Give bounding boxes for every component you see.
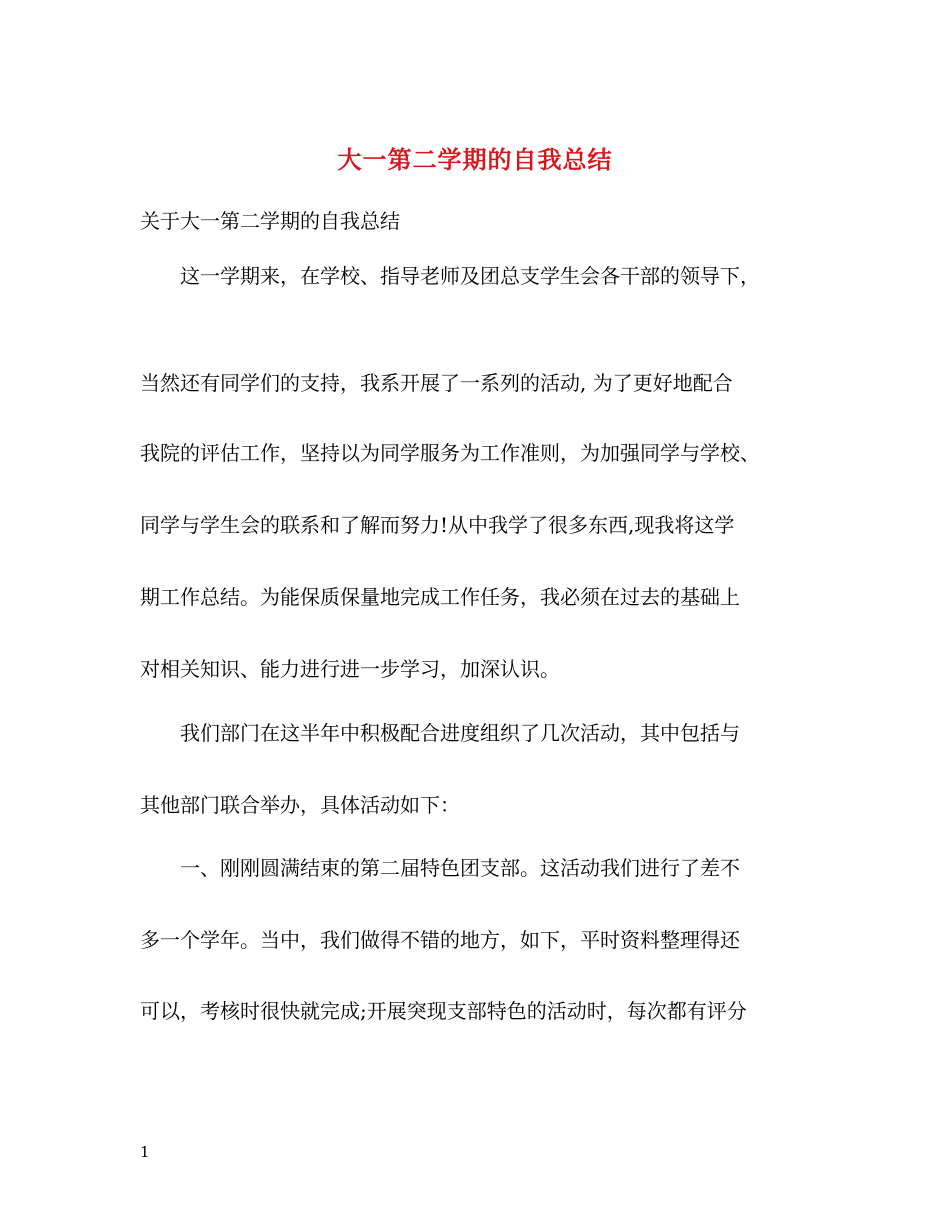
- body-line: 当然还有同学们的支持，我系开展了一系列的活动, 为了更好地配合: [140, 371, 733, 395]
- body-line: 期工作总结。为能保质保量地完成工作任务，我必须在过去的基础上: [140, 585, 740, 609]
- body-line: 对相关知识、能力进行进一步学习，加深认识。: [140, 657, 560, 681]
- body-line: 这一学期来，在学校、指导老师及团总支学生会各干部的领导下，: [140, 264, 760, 288]
- body-line: 同学与学生会的联系和了解而努力!从中我学了很多东西,现我将这学: [140, 513, 735, 537]
- page-number: 1: [140, 1143, 150, 1161]
- document-subtitle: 关于大一第二学期的自我总结: [140, 209, 400, 233]
- body-line: 我们部门在这半年中积极配合进度组织了几次活动，其中包括与: [140, 721, 740, 745]
- body-line: 我院的评估工作，坚持以为同学服务为工作准则，为加强同学与学校、: [140, 441, 760, 465]
- document-title: 大一第二学期的自我总结: [337, 145, 613, 174]
- body-line: 一、刚刚圆满结束的第二届特色团支部。这活动我们进行了差不: [140, 856, 740, 880]
- body-line: 多一个学年。当中，我们做得不错的地方，如下，平时资料整理得还: [140, 928, 740, 952]
- body-line: 可以，考核时很快就完成;开展突现支部特色的活动时，每次都有评分: [140, 999, 747, 1023]
- body-line: 其他部门联合举办，具体活动如下：: [140, 793, 460, 817]
